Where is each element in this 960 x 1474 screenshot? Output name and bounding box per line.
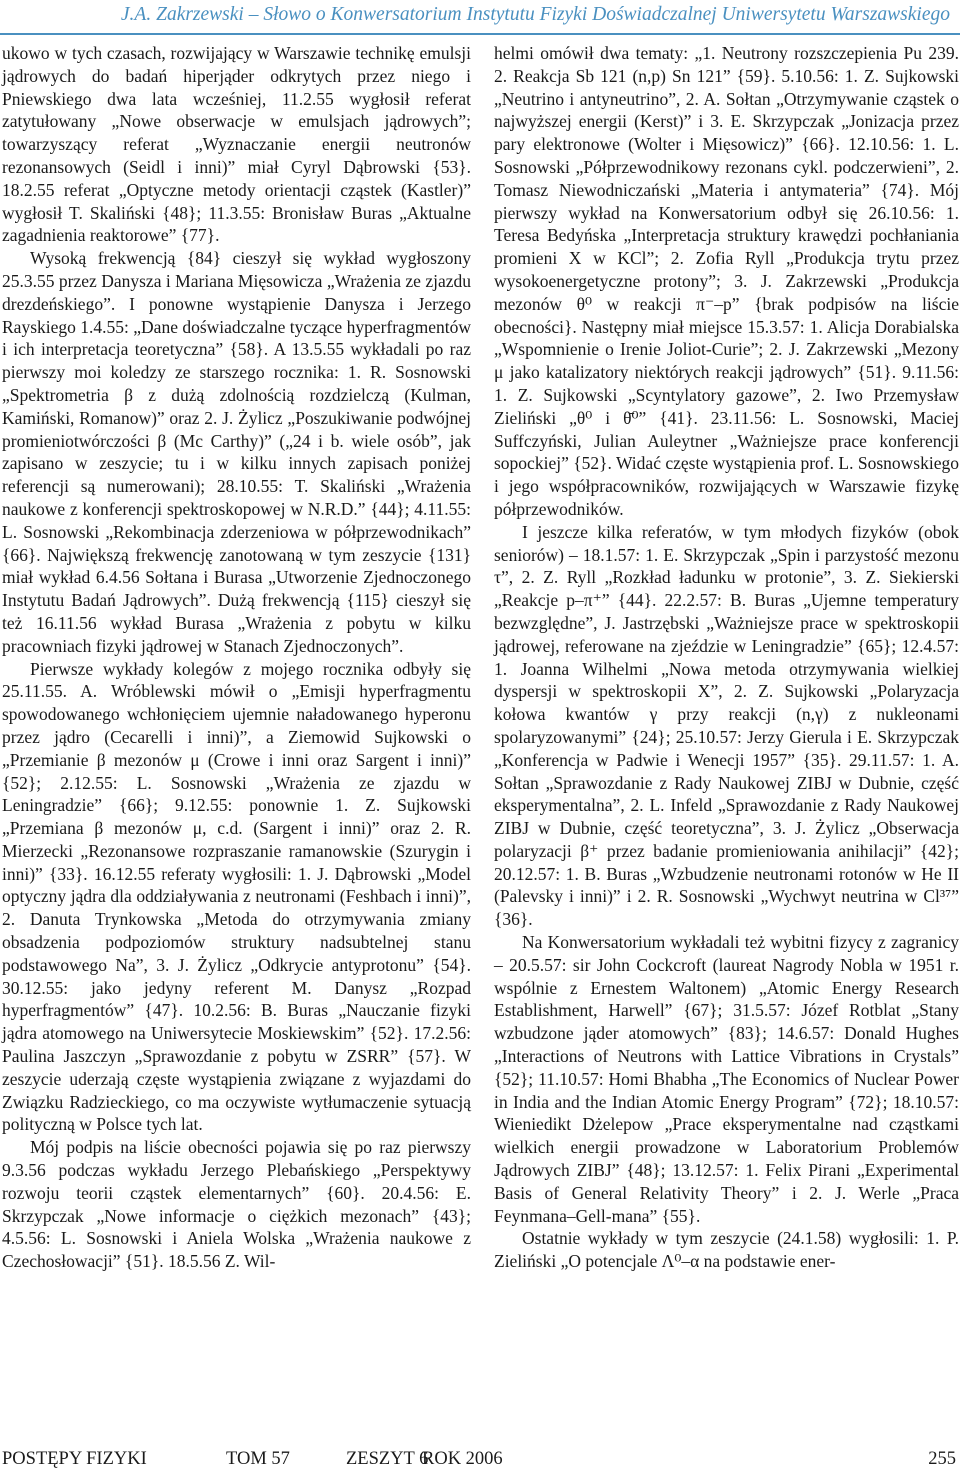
running-header (0, 0, 960, 36)
paragraph: I jeszcze kilka referatów, w tym młodych fizyków (obok seniorów) – 18.1.57: 1. E. Skrzypczak „Spin i parzystość mezonu τ”, 2. Z. Ryll „Rozkład ładunku w protonie”, 3. Z. Siekierski „Reakcje p–π⁺” {44}. 22.2.57: B. Buras „Ujemne temperatury bezwzględne”, J. Jastrzębski „Ważniejsze prace w spektroskopii jądrowej, referowane na zjeździe w Leningradzie” {65}; 12.4.57: 1. Joanna Wilhelmi „Nowa metoda otrzymywania wielkiej dyspersji w spektroskopii X”, 2. Z. Sujkowski „Polaryzacja kołowa kwantów γ przy reakcji (n,γ) z nukleonami spolaryzowanymi” {24}; 25.10.57: Jerzy Gierula i E. Skrzypczak „Konferencja w Padwie i Wenecji 1957” {35}. 29.11.57: 1. A. Sołtan „Sprawozdanie z Rady Naukowej ZIBJ w Dubnie, część eksperymentalna”, 2. L. Infeld „Sprawozdanie z Rady Naukowej ZIBJ w Dubnie, część teoretyczna”, 3. J. Żylicz „Obserwacja polaryzacji β⁺ przez badanie promieniowania anihilacji” {42}; 20.12.57: 1. B. Buras „Wzbudzenie neutronami rotonów w He II (Palevsky i inni)” i 2. R. Sosnowski „Wychwyt neutrina w Cl³⁷” {36}. (494, 521, 959, 930)
paragraph: Na Konwersatorium wykładali też wybitni fizycy z zagranicy – 20.5.57: sir John Cockcroft (laureat Nagrody Nobla w 1951 r. wspólnie z Ernestem Waltonem) „Atomic Energy Research Establishment, Harwell” {67}; 31.5.57: Józef Rotblat „Stany wzbudzone jąder atomowych” {83}; 14.6.57: Donald Hughes „Interactions of Neutrons with Lattice Vibrations in Crystals” {52}; 11.10.57: Homi Bhabha „The Economics of Nuclear Power in India and the Indian Atomic Energy Program” {72}; 18.10.57: Wieniedikt Dżelepow „Prace eksperymentalne nad cząstkami wielkich energii prowadzone w Laboratorium Problemów Jądrowych ZIBJ” {48}; 13.12.57: 1. Felix Pirani „Experimental Basis of General Relativity Theory” i 2. J. Werle „Praca Feynmana–Gell-mana” {55}. (494, 932, 959, 1226)
paragraph: Wysoką frekwencją {84} cieszył się wykład wygłoszony 25.3.55 przez Danysza i Mariana Mięsowicza „Wrażenia ze zjazdu drezdeńskiego”. I ponowne wystąpienie Danysza i Jerzego Rayskiego 1.4.55: „Dane doświadczalne tyczące hyperfragmentów i ich interpretacja teoretyczna” {58}. A 13.5.55 wykładali po raz pierwszy moi koledzy ze starszego rocznika: 1. R. Sosnowski „Spektrometria β z dużą zdolnością rozdzielczą (Kulman, Kamiński, Romanow)” oraz 2. J. Żylicz „Poszukiwanie podwójnej promieniotwórczości β (Mc Carthy)” („24 i b. wiele osób”, jak zapisano w zeszycie; tu i w kilku innych zapisach poniżej referencji są numerowani); 28.10.55: T. Skaliński „Wrażenia naukowe z konferencji spektroskopowej w N.R.D.” {44}; 4.11.55: L. Sosnowski „Rekombinacja zderzeniowa w półprzewodnikach” {66}. Największą frekwencję zanotowaną w tym zeszycie {131} miał wykład 6.4.56 Sołtana i Burasa „Utworzenie Zjednoczonego Instytutu Badań Jądrowych”. Dużą frekwencją {115} cieszył się też 16.11.56 wykład Burasa „Wrażenia z pobytu w kilku pracowniach fizyki jądrowej w Stanach Zjednoczonych”. (2, 248, 471, 656)
paragraph: Pierwsze wykłady kolegów z mojego rocznika odbyły się 25.11.55. A. Wróblewski mówił o „Emisji hyperfragmentu spowodowanego wchłonięciem ujemnie naładowanego hyperonu przez jądro (Cecarelli i inni)”, a Ziemowid Sujkowski o „Przemianie β mezonów μ (Crowe i inni oraz Sargent i inni)” {52}; 2.12.55: L. Sosnowski „Wrażenia ze zjazdu w Leningradzie” {66}; 9.12.55: ponownie 1. Z. Sujkowski „Przemiana β mezonów μ, c.d. (Sargent i inni)” oraz 2. R. Mierzecki „Rezonansowe rozpraszanie ramanowskie (Szurygin i inni)” {33}. 16.12.55 referaty wygłosili: 1. J. Dąbrowski „Model optyczny jądra dla oddziaływania z neutronami (Feshbach i inni)”, 2. Danuta Trynkowska „Metoda do otrzymywania zmiany obsadzenia podpoziomów struktury nadsubtelnej stanu podstawowego Na”, 3. J. Żylicz „Odkrycie antyprotonu” {54}. 30.12.55: jako jedyny referent M. Danysz „Rozpad hyperfragmentów” {47}. 10.2.56: B. Buras „Nauczanie fizyki jądra atomowego na Uniwersytecie Moskiewskim” {52}. 17.2.56: Paulina Jaszczyn „Sprawozdanie z pobytu w ZSRR” {57}. W zeszycie uderzają częste wystąpienia związane z wyjazdami do Związku Radzieckiego, co ma oczywiste wytłumaczenie sytuacją polityczną w Polsce tych lat. (2, 658, 471, 1135)
year-label: ROK 2006 (422, 1449, 503, 1469)
paragraph: helmi omówił dwa tematy: „1. Neutrony rozszczepienia Pu 239. 2. Reakcja Sb 121 (n,p) Sn 121” {59}. 5.10.56: 1. Z. Sujkowski „Neutrino i antyneutrino”, 2. A. Sołtan „Otrzymywanie cząstek o najwyższej energii (Kerst)” i 3. E. Skrzypczak „Jonizacja przez pary elektronowe (Wolter i Mięsowicz)” {66}. 12.10.56: 1. L. Sosnowski „Półprzewodnikowy rezonans cykl. podczerwieni”, 2. Tomasz Niewodniczański „Materia i antymateria” {74}. Mój pierwszy wykład na Konwersatorium odbył się 26.10.56: 1. Teresa Bedyńska „Interpretacja struktury krawędzi pochłaniania promieni X w KCl”; 2. Zofia Ryll „Produkcja trytu przez wysokoenergetyczne protony”; 3. J. Zakrzewski „Produkcja mezonów θ⁰ w reakcji π⁻–p” {brak podpisów na liście obecności}. Następny miał miejsce 15.3.57: 1. Alicja Dorabialska „Wspomnienie o Irenie Joliot-Curie”; 2. J. Zakrzewski „Mezony μ jako katalizatory niektórych reakcji jądrowych” {51}. 9.11.56: 1. Z. Sujkowski „Scyntylatory gazowe”, 2. Iwo Przemysław Zieliński „θ⁰ i θ̄⁰” {41}. 23.11.56: L. Sosnowski, Maciej Suffczyński, Julian Auleytner „Ważniejsze prace konferencji sopockiej” {52}. Widać częste wystąpienia prof. L. Sosnowskiego i jego współpracowników, rozwijających w Warszawie fizykę półprzewodników. (494, 43, 959, 519)
issue-label: ZESZYT 6 (346, 1449, 429, 1469)
paragraph: Ostatnie wykłady w tym zeszycie (24.1.58) wygłosili: 1. P. Zieliński „O potencjale Λ⁰–α na podstawie ener- (494, 1228, 959, 1272)
volume-label: TOM 57 (226, 1449, 290, 1469)
running-header-text: J.A. Zakrzewski – Słowo o Konwersatorium Instytutu Fizyki Doświadczalnej Uniwersytetu Warszawskiego (120, 4, 950, 25)
page-footer (2, 1446, 956, 1472)
page-number: 255 (928, 1449, 956, 1469)
journal-name: POSTĘPY FIZYKI (2, 1449, 147, 1469)
header-rule (0, 33, 960, 35)
right-column (494, 42, 959, 1273)
left-column (2, 42, 471, 1273)
paragraph: ukowo w tych czasach, rozwijający w Warszawie technikę emulsji jądrowych do badań hiperjąder odkrytych przez niego i Pniewskiego dwa lata wcześniej, 11.2.55 wygłosił referat zatytułowany „Nowe obserwacje w emulsjach jądrowych”; towarzyszący referat „Wyznaczanie energii neutronów rezonansowych (Seidl i inni)” miał Cyryl Dąbrowski {53}. 18.2.55 referat „Optyczne metody orientacji cząstek (Kastler)” wygłosił T. Skaliński {48}; 11.3.55: Bronisław Buras „Aktualne zagadnienia reaktorowe” {77}. (2, 43, 471, 246)
paragraph: Mój podpis na liście obecności pojawia się po raz pierwszy 9.3.56 podczas wykładu Jerzego Plebańskiego „Perspektywy rozwoju teorii cząstek elementarnych” {60}. 20.4.56: E. Skrzypczak „Nowe informacje o ciężkich mezonach” {43}; 4.5.56: L. Sosnowski i Aniela Wolska „Wrażenia naukowe z Czechosłowacji” {51}. 18.5.56 Z. Wil- (2, 1137, 471, 1272)
